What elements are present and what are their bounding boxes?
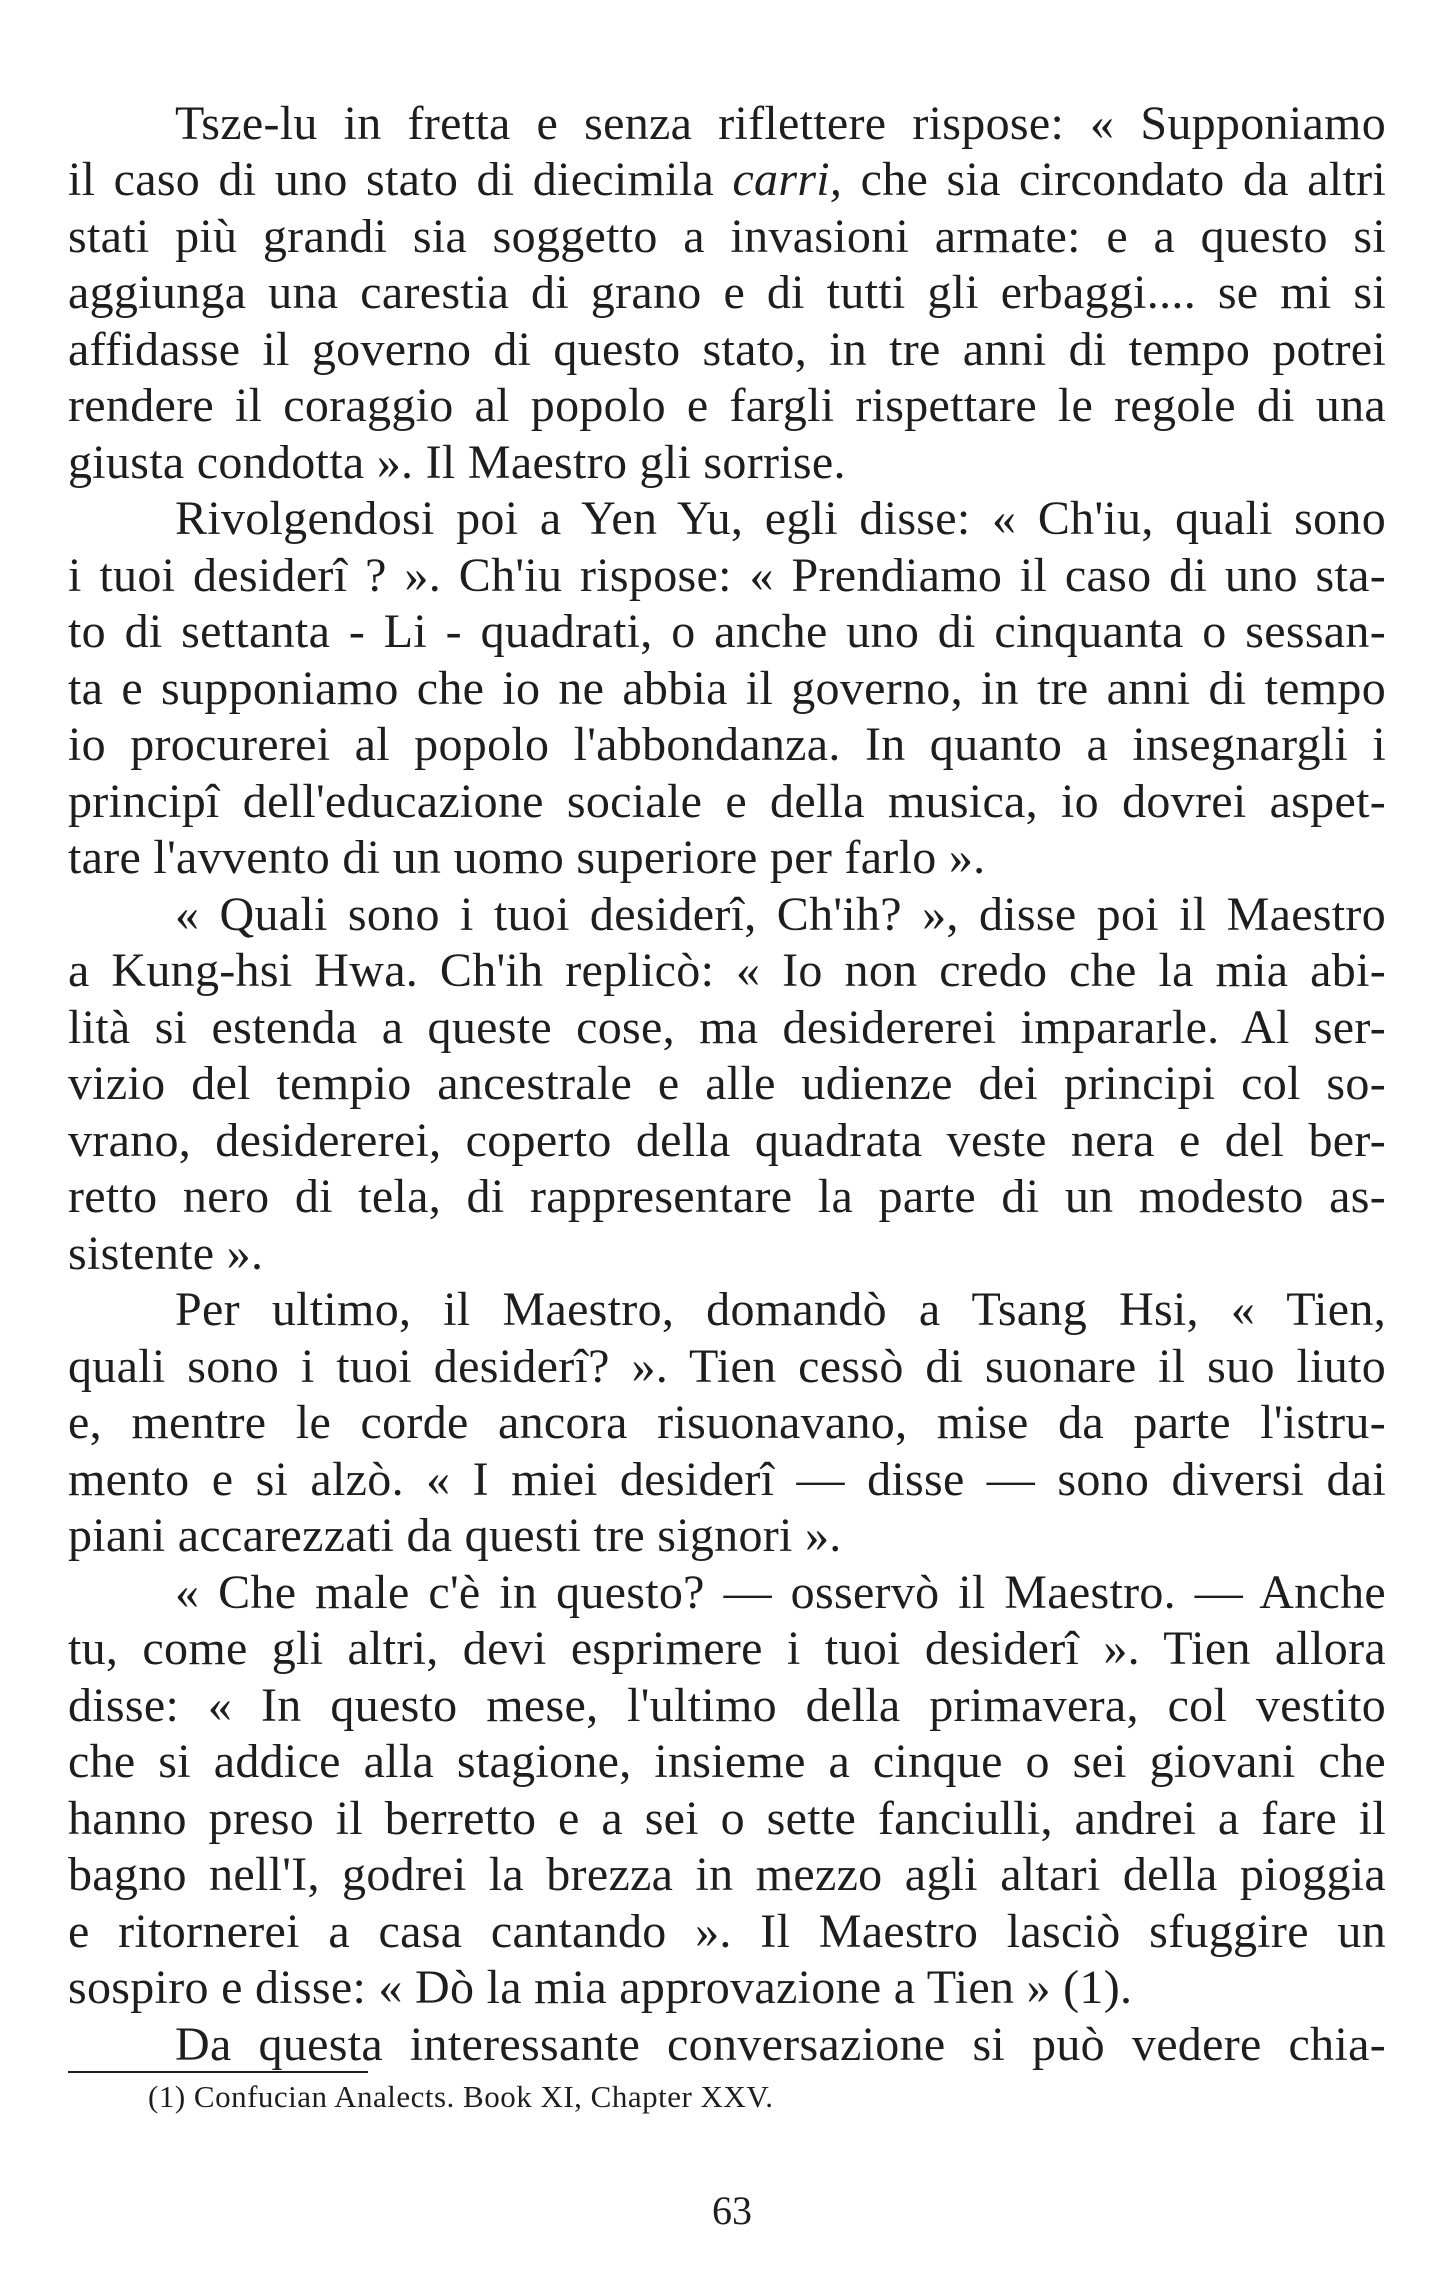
text-line: rendere il coraggio al popolo e fargli rispettare le regole di una (68, 379, 1386, 432)
italic-word: carri, (732, 153, 843, 206)
text-line: e, mentre le corde ancora risuonavano, mise da parte l'istru- (68, 1396, 1386, 1449)
text-line: sospiro e disse: « Dò la mia approvazione a Tien » (1). (68, 1961, 1133, 2014)
text-line: Per ultimo, il Maestro, domandò a Tsang Hsi, « Tien, (175, 1283, 1386, 1336)
text-span: il caso di uno stato di diecimila (68, 153, 715, 206)
text-line-mixed (68, 152, 1386, 208)
text-line: affidasse il governo di questo stato, in tre anni di tempo potrei (68, 323, 1386, 376)
text-line: tu, come gli altri, devi esprimere i tuoi desiderî ». Tien allora (68, 1622, 1386, 1675)
text-line: mento e si alzò. « I miei desiderî — disse — sono diversi dai (68, 1453, 1386, 1506)
text-line: to di settanta - Li - quadrati, o anche uno di cinquanta o sessan- (68, 605, 1386, 658)
text-line: che si addice alla stagione, insieme a cinque o sei giovani che (68, 1735, 1386, 1788)
text-line: principî dell'educazione sociale e della musica, io dovrei aspet- (68, 775, 1386, 828)
text-line: vizio del tempio ancestrale e alle udienze dei principi col so- (68, 1057, 1386, 1110)
text-line: aggiunga una carestia di grano e di tutti gli erbaggi.... se mi si (68, 266, 1386, 319)
text-line: Tsze-lu in fretta e senza riflettere rispose: « Supponiamo (175, 97, 1386, 150)
text-line: stati più grandi sia soggetto a invasioni armate: e a questo si (68, 210, 1386, 263)
text-line: disse: « In questo mese, l'ultimo della primavera, col vestito (68, 1679, 1386, 1732)
footnote: (1) Confucian Analects. Book XI, Chapter XXV. (148, 2079, 774, 2114)
text-line: Da questa interessante conversazione si può vedere chia- (175, 2018, 1386, 2071)
text-line: ta e supponiamo che io ne abbia il governo, in tre anni di tempo (68, 662, 1386, 715)
text-line: retto nero di tela, di rappresentare la parte di un modesto as- (68, 1170, 1386, 1223)
text-span: che sia circondato da altri (860, 153, 1386, 206)
text-line: sistente ». (68, 1227, 264, 1280)
text-line: Rivolgendosi poi a Yen Yu, egli disse: « Ch'iu, quali sono (175, 492, 1386, 545)
text-line: i tuoi desiderî ? ». Ch'iu rispose: « Prendiamo il caso di uno sta- (68, 549, 1386, 602)
text-line: e ritornerei a casa cantando ». Il Maestro lasciò sfuggire un (68, 1905, 1386, 1958)
text-line: « Che male c'è in questo? — osservò il Maestro. — Anche (175, 1566, 1386, 1619)
text-line: « Quali sono i tuoi desiderî, Ch'ih? », disse poi il Maestro (175, 888, 1386, 941)
text-line: hanno preso il berretto e a sei o sette fanciulli, andrei a fare il (68, 1792, 1386, 1845)
text-line: a Kung-hsi Hwa. Ch'ih replicò: « Io non credo che la mia abi- (68, 944, 1386, 997)
text-line: lità si estenda a queste cose, ma desidererei impararle. Al ser- (68, 1001, 1386, 1054)
text-line: vrano, desidererei, coperto della quadrata veste nera e del ber- (68, 1114, 1386, 1167)
text-line: bagno nell'I, godrei la brezza in mezzo agli altari della pioggia (68, 1848, 1386, 1901)
text-line: tare l'avvento di un uomo superiore per farlo ». (68, 831, 986, 884)
footnote-divider (68, 2071, 368, 2073)
text-line: piani accarezzati da questi tre signori ». (68, 1509, 842, 1562)
page-number: 63 (712, 2188, 752, 2233)
text-line: quali sono i tuoi desiderî? ». Tien cessò di suonare il suo liuto (68, 1340, 1386, 1393)
text-line: giusta condotta ». Il Maestro gli sorrise. (68, 436, 846, 489)
text-line: io procurerei al popolo l'abbondanza. In quanto a insegnargli i (68, 718, 1386, 771)
